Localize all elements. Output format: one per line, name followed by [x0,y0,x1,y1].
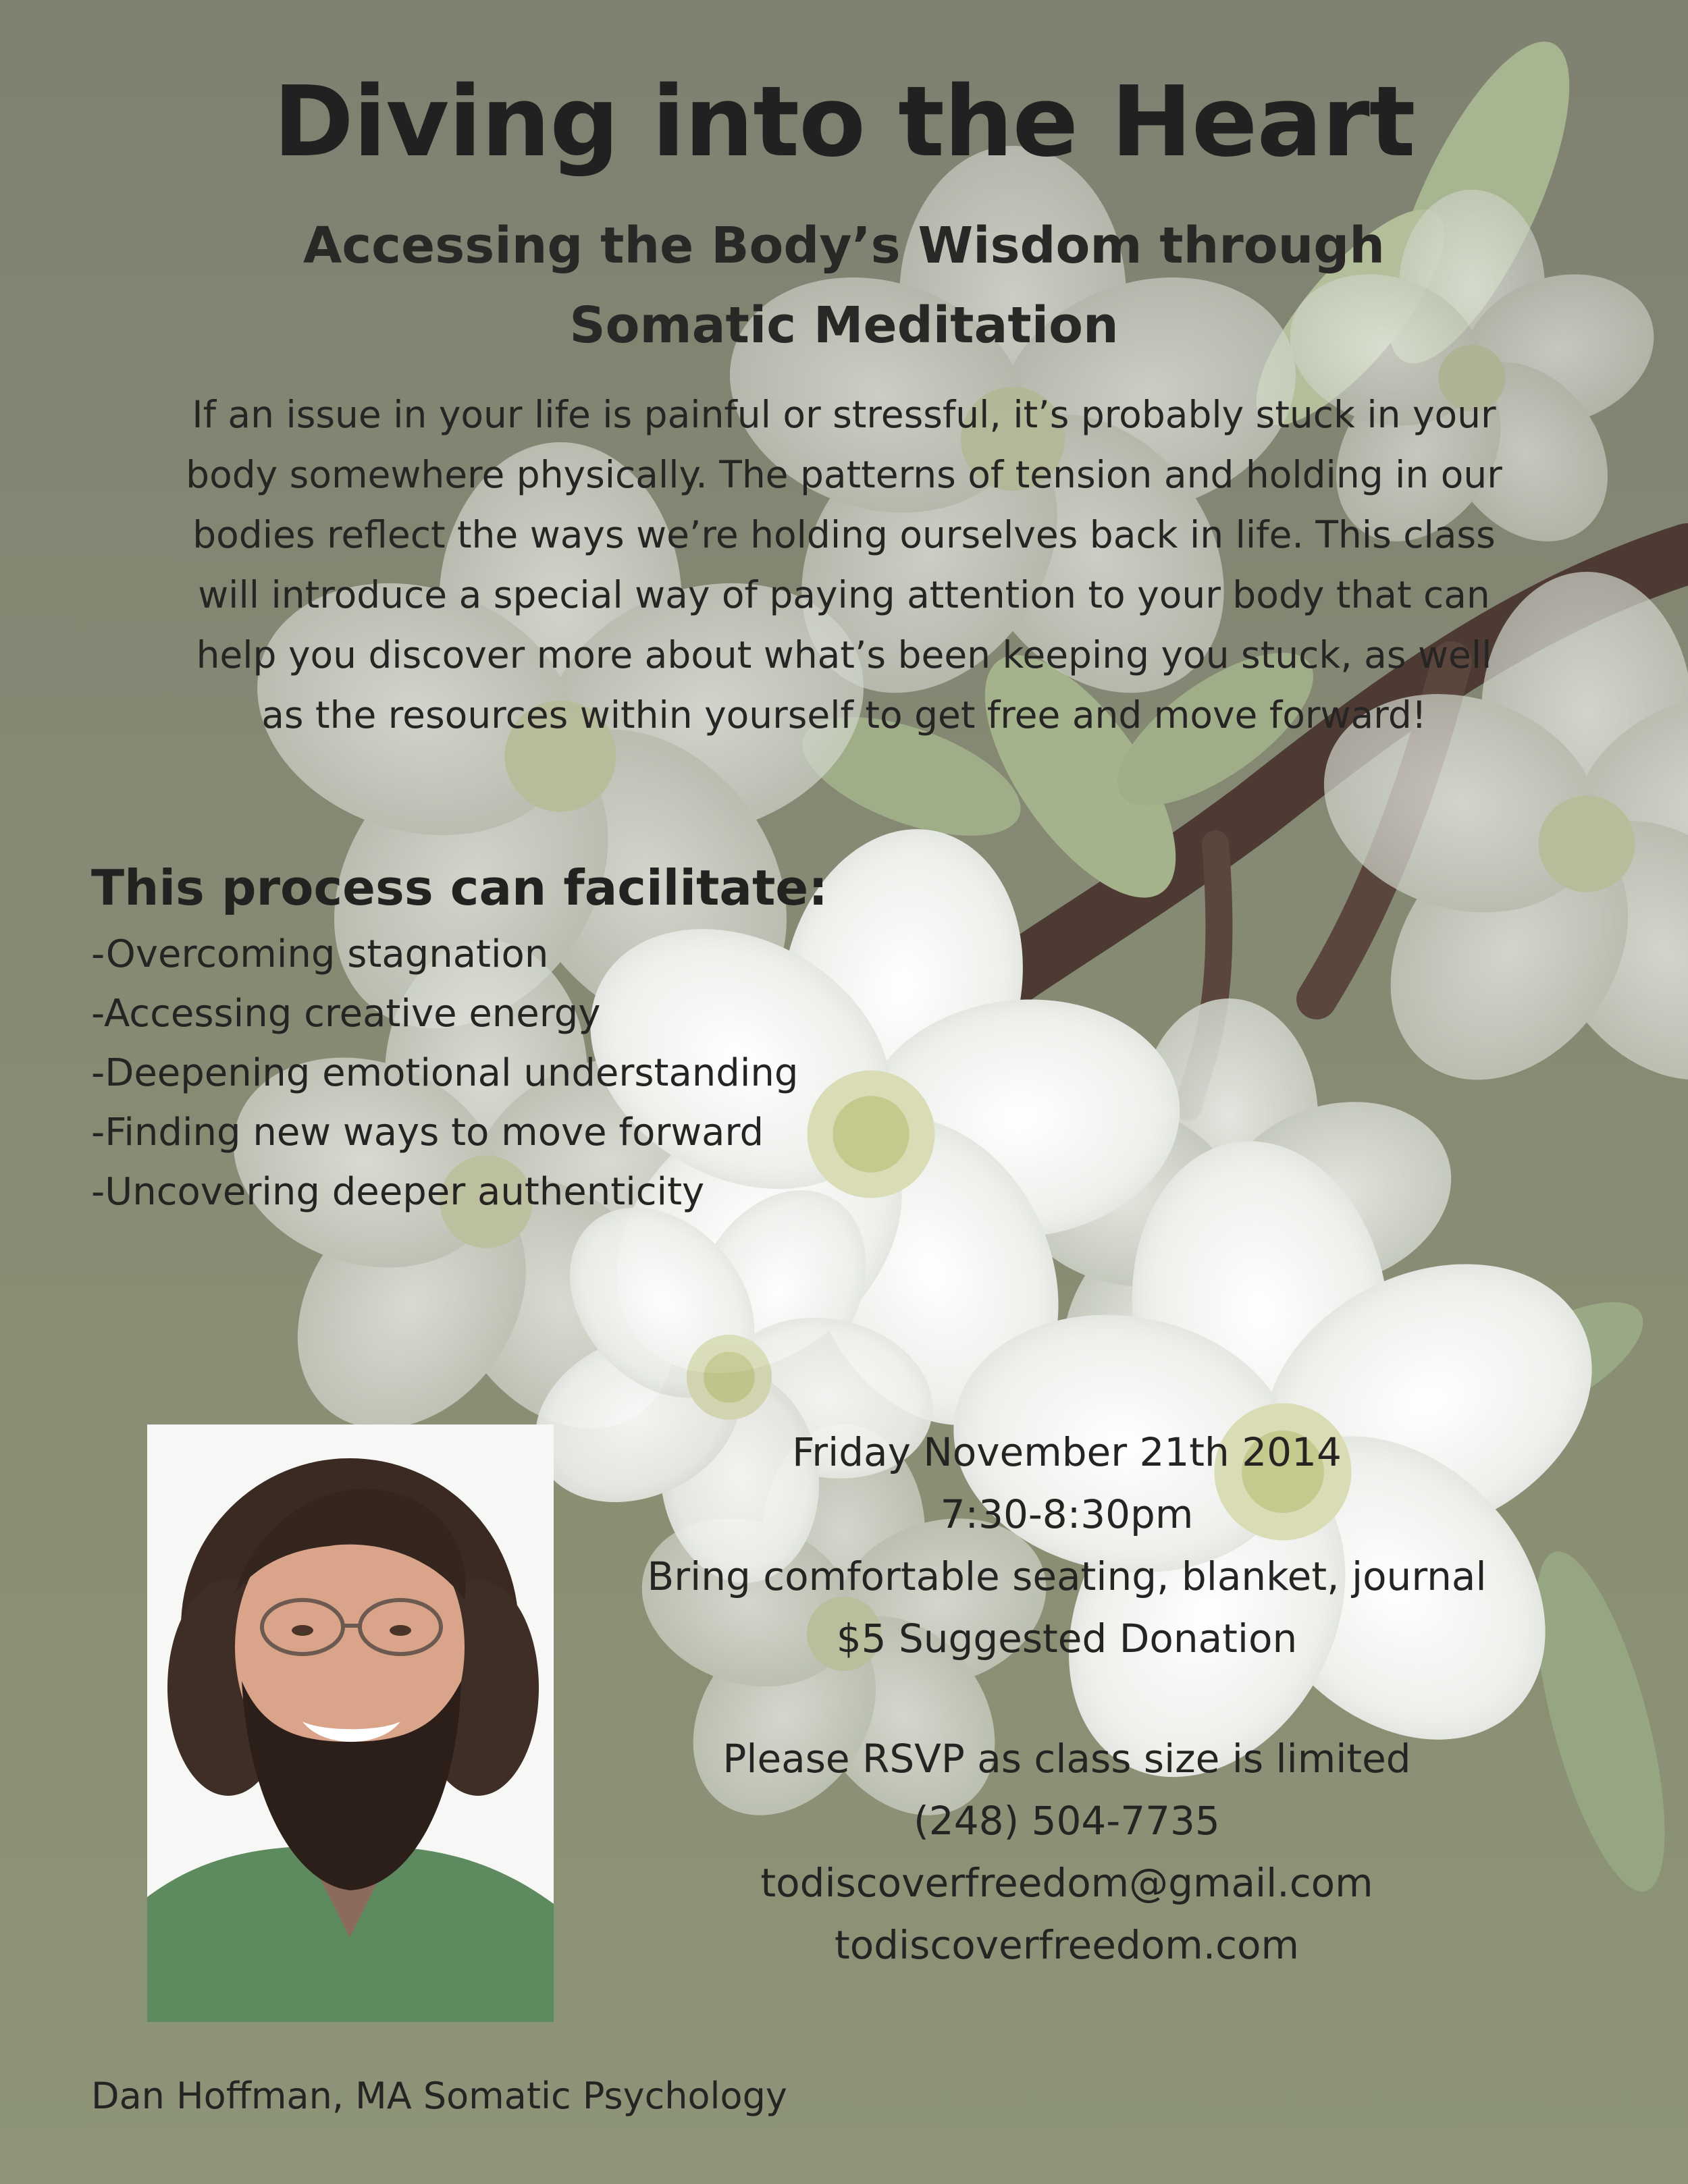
rsvp-note: Please RSVP as class size is limited [722,1736,1411,1782]
spacer [587,1670,1546,1728]
facilitate-list [91,925,798,1222]
flyer-title: Diving into the Heart [273,65,1415,178]
event-bring: Bring comfortable seating, blanket, journal [647,1553,1487,1599]
subtitle-line: Accessing the Body’s Wisdom through [303,217,1385,275]
event-date: Friday November 21th 2014 [792,1429,1342,1475]
flyer-subtitle [223,206,1465,365]
subtitle-line: Somatic Meditation [569,296,1119,354]
presenter-photo [147,1424,554,2022]
intro-line: body somewhere physically. The patterns of tension and holding in our [186,453,1502,496]
event-donation: $5 Suggested Donation [836,1616,1298,1661]
contact-website: todiscoverfreedom.com [834,1922,1300,1968]
presenter-credit: Dan Hoffman, MA Somatic Psychology [91,2075,787,2117]
list-item: -Accessing creative energy [91,992,601,1036]
contact-email: todiscoverfreedom@gmail.com [760,1860,1373,1906]
list-item: -Deepening emotional understanding [91,1051,799,1095]
intro-line: bodies reflect the ways we’re holding ourselves back in life. This class [192,513,1496,556]
facilitate-heading: This process can facilitate: [91,859,828,916]
list-item: -Uncovering deeper authenticity [91,1170,705,1214]
list-item: -Finding new ways to move forward [91,1111,764,1154]
contact-phone: (248) 504-7735 [914,1798,1220,1844]
intro-line: help you discover more about what’s been keeping you stuck, as well [196,633,1492,676]
event-time: 7:30-8:30pm [940,1491,1194,1537]
intro-paragraph [101,385,1587,745]
intro-line: as the resources within yourself to get free and move forward! [261,693,1427,737]
list-item: -Overcoming stagnation [91,932,549,976]
intro-line: If an issue in your life is painful or stressful, it’s probably stuck in your [192,393,1496,436]
intro-line: will introduce a special way of paying attention to your body that can [198,573,1490,616]
event-details [587,1421,1546,1976]
presenter-portrait-image [147,1424,554,2022]
